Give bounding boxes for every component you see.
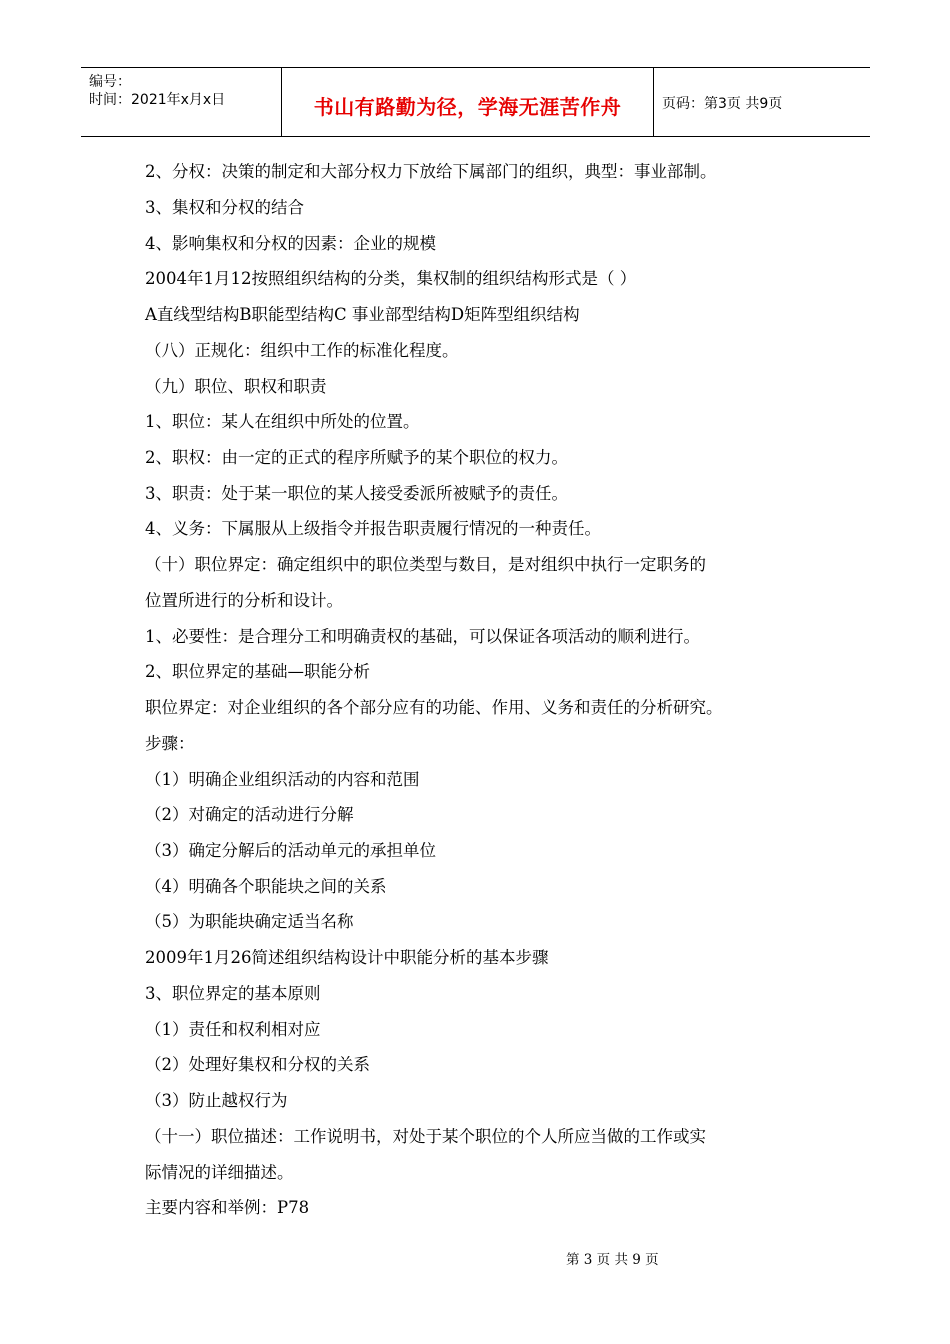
body-line: （3）确定分解后的活动单元的承担单位 [145,841,436,860]
body-line: （5）为职能块确定适当名称 [145,912,354,931]
body-line: （2）对确定的活动进行分解 [145,805,354,824]
document-header [81,67,870,137]
body-line: 4、义务：下属服从上级指令并报告职责履行情况的一种责任。 [145,519,601,538]
motto-text: 书山有路勤为径，学海无涯苦作舟 [313,95,622,119]
body-line: 1、必要性：是合理分工和明确责权的基础，可以保证各项活动的顺利进行。 [145,627,700,646]
body-line: （十）职位界定：确定组织中的职位类型与数目，是对组织中执行一定职务的 [145,555,706,574]
body-line: 1、职位：某人在组织中所处的位置。 [145,412,420,431]
body-line: 际情况的详细描述。 [145,1163,294,1182]
body-line: （4）明确各个职能块之间的关系 [145,877,387,896]
header-page-cell [654,68,870,136]
body-line: 2009年1月26简述组织结构设计中职能分析的基本步骤 [145,948,549,967]
page-footer: 第 3 页 共 9 页 [566,1252,659,1268]
body-line: （九）职位、职权和职责 [145,377,327,396]
body-line: （十一）职位描述：工作说明书，对处于某个职位的个人所应当做的工作或实 [145,1127,706,1146]
number-label: 编号： [89,74,131,90]
body-line: （3）防止越权行为 [145,1091,288,1110]
body-line: 位置所进行的分析和设计。 [145,591,343,610]
body-line: （2）处理好集权和分权的关系 [145,1055,370,1074]
body-line: （1）责任和权利相对应 [145,1020,321,1039]
body-line: 2004年1月12按照组织结构的分类，集权制的组织结构形式是（ ） [145,269,637,288]
body-line: 3、职责：处于某一职位的某人接受委派所被赋予的责任。 [145,484,568,503]
body-line: （1）明确企业组织活动的内容和范围 [145,770,420,789]
body-line: 2、职权：由一定的正式的程序所赋予的某个职位的权力。 [145,448,568,467]
body-line: A直线型结构B职能型结构C 事业部型结构D矩阵型组织结构 [145,305,580,324]
body-line: 4、影响集权和分权的因素：企业的规模 [145,234,436,253]
body-line: 3、集权和分权的结合 [145,198,304,217]
body-line: 3、职位界定的基本原则 [145,984,321,1003]
body-line: 2、职位界定的基础—职能分析 [145,662,370,681]
body-line: 主要内容和举例：P78 [145,1198,310,1217]
time-label: 时间：2021年x月x日 [89,92,226,108]
body-line: 职位界定：对企业组织的各个部分应有的功能、作用、义务和责任的分析研究。 [145,698,723,717]
header-info-cell [81,68,282,136]
page-number-label: 页码：第3页 共9页 [662,96,783,112]
body-line: 2、分权：决策的制定和大部分权力下放给下属部门的组织，典型：事业部制。 [145,162,717,181]
body-line: 步骤： [145,734,195,753]
body-line: （八）正规化：组织中工作的标准化程度。 [145,341,459,360]
header-motto-cell [282,68,654,136]
